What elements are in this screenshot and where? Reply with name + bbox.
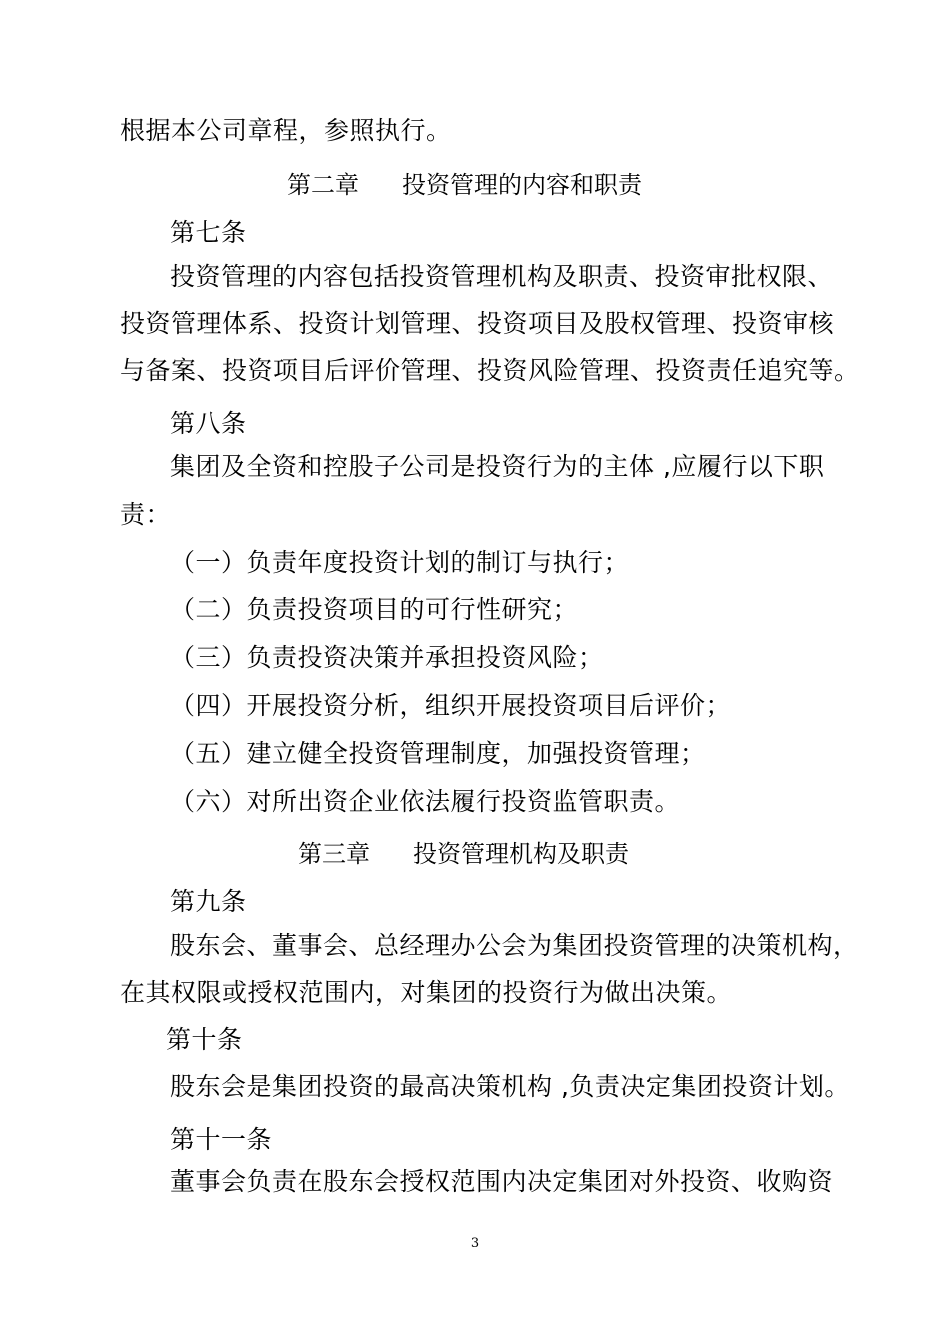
article-7-heading: 第七条 — [170, 218, 247, 247]
article-7-text: 投资管理体系、投资计划管理、投资项目及股权管理、投资审核 — [120, 309, 835, 338]
list-item: （六）对所出资企业依法履行投资监管职责。 — [170, 787, 681, 816]
paragraph-line: 根据本公司章程，参照执行。 — [120, 116, 452, 145]
article-8-heading: 第八条 — [170, 409, 247, 438]
article-7-text: 与备案、投资项目后评价管理、投资风险管理、投资责任追究等。 — [120, 356, 860, 385]
article-9-heading: 第九条 — [170, 887, 247, 916]
article-9-text: 在其权限或授权范围内，对集团的投资行为做出决策。 — [120, 978, 733, 1007]
list-item: （四）开展投资分析，组织开展投资项目后评价； — [170, 691, 732, 720]
chapter-2-number: 第二章 — [287, 171, 359, 199]
article-11-heading: 第十一条 — [170, 1125, 273, 1154]
list-item: （三）负责投资决策并承担投资风险； — [170, 643, 604, 672]
article-10-heading: 第十条 — [166, 1025, 243, 1054]
list-item: （五）建立健全投资管理制度，加强投资管理； — [170, 739, 706, 768]
page-number: 3 — [470, 1236, 480, 1251]
chapter-3-number: 第三章 — [298, 840, 370, 868]
article-11-text: 董事会负责在股东会授权范围内决定集团对外投资、收购资 — [170, 1167, 834, 1196]
chapter-3-title: 投资管理机构及职责 — [413, 840, 629, 868]
list-item: （二）负责投资项目的可行性研究； — [170, 595, 579, 624]
article-8-text: 责： — [120, 500, 172, 529]
list-item: （一）负责年度投资计划的制订与执行； — [170, 548, 630, 577]
article-8-text: 集团及全资和控股子公司是投资行为的主体 ,应履行以下职 — [170, 452, 825, 481]
article-9-text: 股东会、董事会、总经理办公会为集团投资管理的决策机构， — [170, 931, 859, 960]
chapter-2-title: 投资管理的内容和职责 — [402, 171, 642, 199]
article-10-text: 股东会是集团投资的最高决策机构 ,负责决定集团投资计划。 — [170, 1072, 850, 1101]
article-7-text: 投资管理的内容包括投资管理机构及职责、投资审批权限、 — [170, 262, 834, 291]
